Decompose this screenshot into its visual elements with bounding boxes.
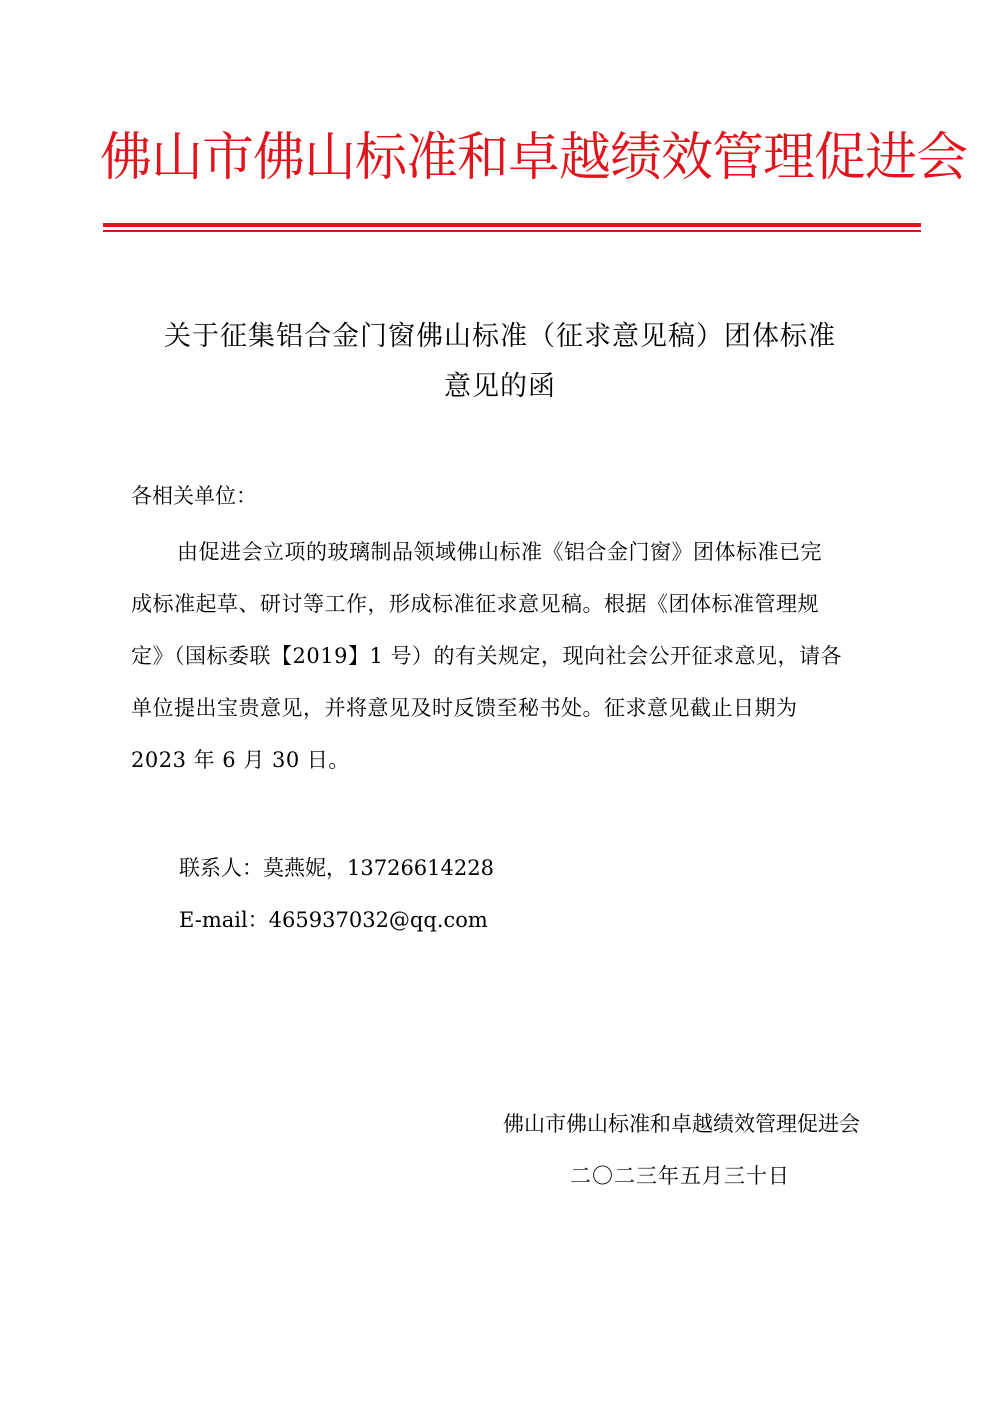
- document-title-line-2: 意见的函: [444, 371, 556, 402]
- body-line-1: 由促进会立项的玻璃制品领域佛山标准《铝合金门窗》团体标准已完: [177, 540, 822, 564]
- document-title-line-1: 关于征集铝合金门窗佛山标准（征求意见稿）团体标准: [164, 321, 836, 352]
- salutation: 各相关单位：: [131, 484, 257, 508]
- body-paragraph: [131, 526, 883, 786]
- signature-block: [440, 1098, 860, 1202]
- letterhead-rule-thin: [103, 230, 921, 232]
- signature-org: 佛山市佛山标准和卓越绩效管理促进会: [503, 1112, 860, 1136]
- contact-email: E-mail：465937032@qq.com: [179, 908, 488, 932]
- contact-block: [179, 842, 494, 946]
- document-title: [100, 312, 900, 412]
- contact-person: 联系人：莫燕妮，13726614228: [179, 856, 494, 880]
- letterhead-org-name: 佛山市佛山标准和卓越绩效管理促进会: [100, 128, 968, 188]
- body-line-5: 2023 年 6 月 30 日。: [131, 748, 350, 772]
- body-line-3: 定》（国标委联【2019】1 号）的有关规定，现向社会公开征求意见，请各: [131, 644, 842, 668]
- body-line-4: 单位提出宝贵意见，并将意见及时反馈至秘书处。征求意见截止日期为: [131, 696, 798, 720]
- letterhead-rule-thick: [103, 223, 921, 227]
- signature-date: 二〇二三年五月三十日: [570, 1164, 790, 1188]
- body-line-2: 成标准起草、研讨等工作，形成标准征求意见稿。根据《团体标准管理规: [131, 592, 819, 616]
